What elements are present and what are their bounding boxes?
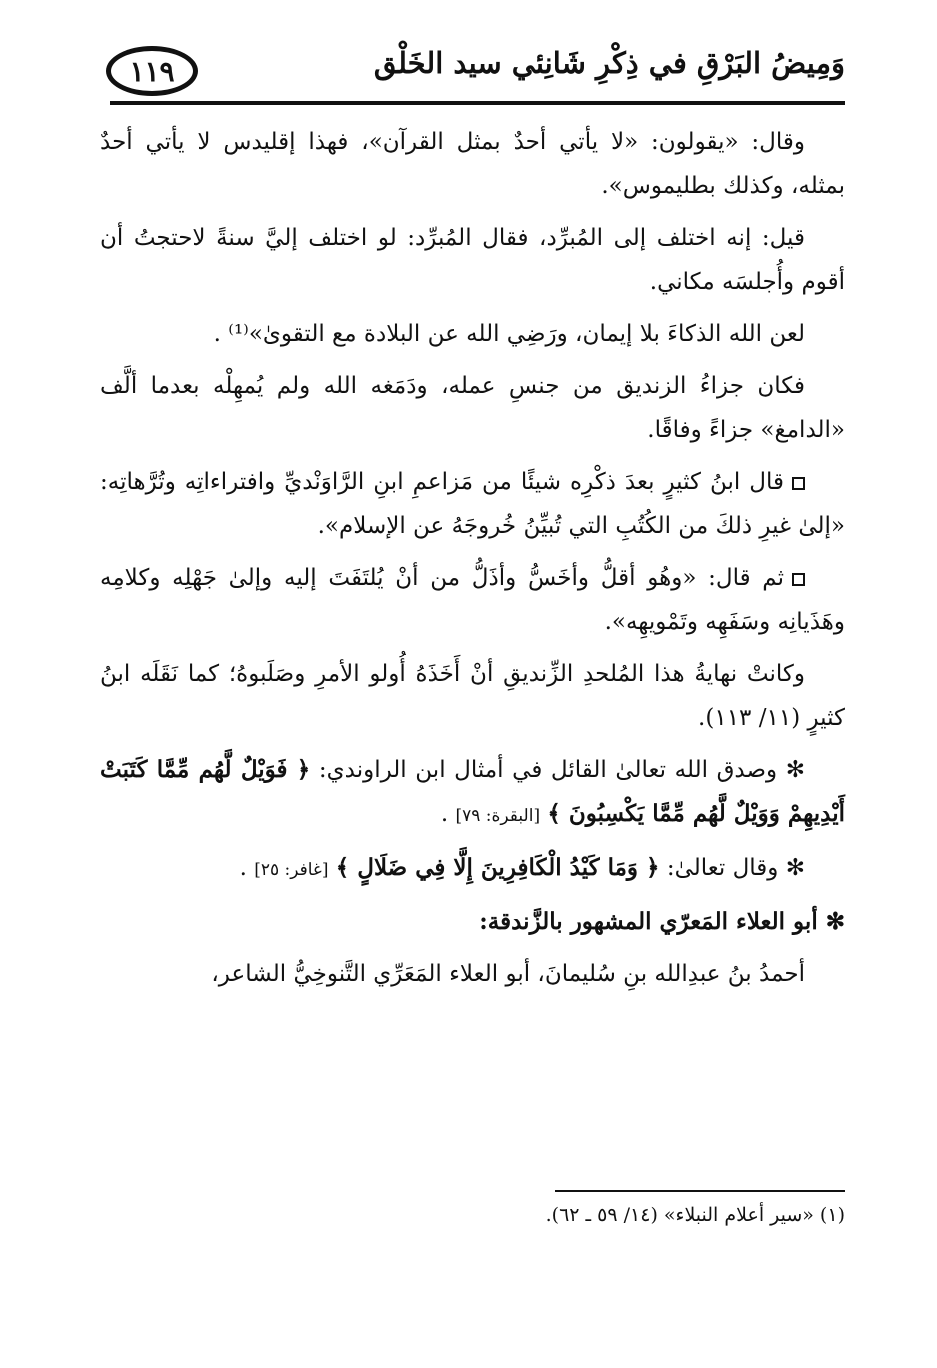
paragraph-6-text: ثم قال: «وهُو أقلُّ وأخَسُّ وأذَلُّ من أنْ يُلتَفَتَ إليه وإلىٰ جَهْلِه وكلامِه وهَذَيانِه وسَفَهِه وتَمْويهِه». <box>100 565 845 635</box>
paragraph-3: لعن الله الذكاءَ بلا إيمان، ورَضِي الله عن البلادة مع التقوىٰ»⁽¹⁾ . <box>213 321 805 347</box>
paragraph-8: ✻ وصدق الله تعالىٰ القائل في أمثال ابن الراوندي: ﴿ فَوَيْلٌ لَّهُم مِّمَّا كَتَبَتْ أَيْدِيهِمْ وَوَيْلٌ لَّهُم مِّمَّا يَكْسِبُونَ ﴾ [البقرة: ٧٩] . <box>100 756 845 827</box>
paragraph-9: ✻ وقال تعالىٰ: ﴿ وَمَا كَيْدُ الْكَافِرِينَ إِلَّا فِي ضَلَالٍ ﴾ [غافر: ٢٥] . <box>239 854 805 881</box>
footnote: (١) «سير أعلام النبلاء» (١٤/ ٥٩ ـ ٦٢). <box>545 1204 845 1226</box>
quran-verse-baqara: ﴿ فَوَيْلٌ لَّهُم مِّمَّا كَتَبَتْ أَيْدِيهِمْ وَوَيْلٌ لَّهُم مِّمَّا يَكْسِبُونَ ﴾ <box>100 756 845 827</box>
section-heading-text: أبو العلاء المَعرّي المشهور بالزَّندقة: <box>479 908 818 935</box>
paragraph-6 <box>100 556 845 644</box>
paragraph-7: وكانتْ نهايةُ هذا المُلحدِ الزِّنديقِ أنْ أَخَذَهُ أُولو الأمرِ وصَلَبوهُ؛ كما نَقَلَه ابنُ كثيرٍ (١١/ ١١٣). <box>100 661 845 731</box>
asterisk-bullet-icon: ✻ <box>778 855 805 881</box>
paragraph-10: أحمدُ بنُ عبدِالله بنِ سُليمانَ، أبو العلاء المَعَرِّي التَّنوخِيُّ الشاعر، <box>211 961 805 987</box>
box-bullet-icon <box>792 477 805 490</box>
verse-reference-ghafir: [غافر: ٢٥] <box>254 860 329 880</box>
asterisk-bullet-icon: ✻ <box>817 908 845 935</box>
paragraph-9-intro: وقال تعالىٰ: <box>666 855 779 881</box>
paragraph-8-intro: وصدق الله تعالىٰ القائل في أمثال ابن الراوندي: <box>318 757 778 783</box>
quran-verse-ghafir: ﴿ وَمَا كَيْدُ الْكَافِرِينَ إِلَّا فِي ضَلَالٍ ﴾ <box>335 854 660 881</box>
book-title: وَمِيضُ البَرْقِ في ذِكْرِ شَانِئي سيد الخَلْق <box>373 46 845 80</box>
footnote-rule <box>555 1190 845 1192</box>
paragraph-4: فكان جزاءُ الزنديق من جنسِ عمله، ودَمَغه الله ولم يُمهِلْه بعدما ألَّف «الدامغ» جزاءً وفاقًا. <box>100 373 845 443</box>
paragraph-1: وقال: «يقولون: «لا يأتي أحدٌ بمثل القرآن»، فهذا إقليدس لا يأتي أحدٌ بمثله، وكذلك بطليموس». <box>100 129 845 199</box>
page-header <box>100 40 845 110</box>
box-bullet-icon <box>792 573 805 586</box>
header-rule <box>110 101 845 105</box>
section-heading <box>100 900 845 944</box>
asterisk-bullet-icon: ✻ <box>777 757 805 783</box>
body-text <box>100 120 845 1004</box>
page-number: ١١٩ <box>106 46 198 96</box>
paragraph-5 <box>100 460 845 548</box>
paragraph-5-text: قال ابنُ كثيرٍ بعدَ ذكْرِه شيئًا من مَزاعمِ ابنِ الرَّاوَنْديِّ وافتراءاتِه وتُرَّهاتِه: «إلىٰ غيرِ ذلكَ من الكُتُبِ التي تُبيِّنُ خُروجَهُ عن الإسلام». <box>100 469 845 539</box>
paragraph-2: قيل: إنه اختلف إلى المُبرِّد، فقال المُبرِّد: لو اختلف إليَّ سنةً لاحتجتُ أن أقوم وأُجلسَه مكاني. <box>100 225 845 295</box>
verse-reference-baqara: [البقرة: ٧٩] <box>455 806 541 826</box>
